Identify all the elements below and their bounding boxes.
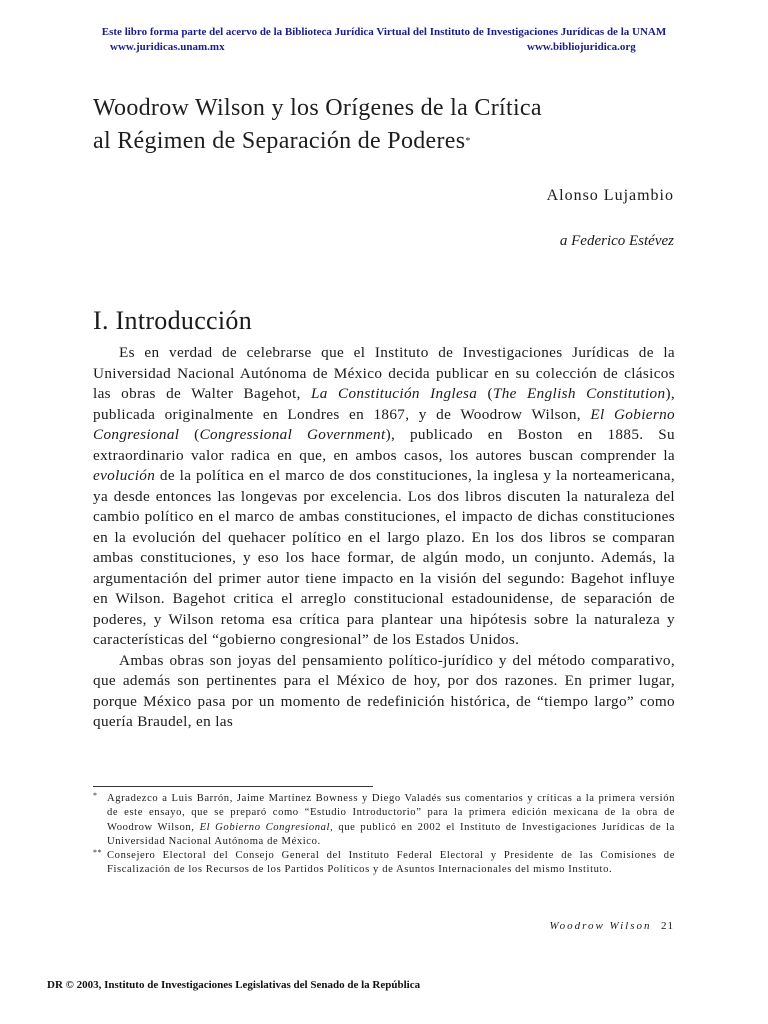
running-footer-title: Woodrow Wilson bbox=[549, 920, 652, 932]
body-paragraph-1: Es en verdad de celebrarse que el Instituto de Investigaciones Jurídicas de la Universidad Nacional Autónoma de México decida publicar en su colección de clásicos las obras de Walter Bagehot, La Constitución Inglesa (The English Constitution), publicada originalmente en Londres en 1867, y de Woodrow Wilson, El Gobierno Congresional (Congressional Government), publicado en Boston en 1885. Su extraordinario valor radica en que, en ambos casos, los autores buscan comprender la evolución de la política en el marco de dos constituciones, la inglesa y la norteamericana, ya desde entonces las longevas por excelencia. Los dos libros discuten la naturaleza del cambio político en el marco de ambas constituciones, el impacto de dichas constituciones en la evolución del quehacer político en el largo plazo. En los dos libros se comparan ambas constituciones, y eso los hace formar, de algún modo, un conjunto. Además, la argumentación del primer autor tiene impacto en la visión del segundo: Bagehot influye en Wilson. Bagehot critica el arreglo constitucional estadounidense, de separación de poderes, y Wilson retoma esa crítica para plantear una hipótesis sobre la naturaleza y características del “gobierno congresional” de los Estados Unidos. bbox=[93, 344, 676, 648]
footnote-1-text: Agradezco a Luis Barrón, Jaime Martínez Bowness y Diego Valadés sus comentarios y críticas a la primera versión de este ensayo, que se preparó como “Estudio Introductorio” para la primera edición mexicana de la obra de Woodrow Wilson, El Gobierno Congresional, que publicó en 2002 el Instituto de Investigaciones Jurídicas de la Universidad Nacional Autónoma de México. bbox=[107, 793, 675, 847]
paragraph-italic-title: Congressional Government bbox=[199, 426, 386, 443]
footnotes bbox=[93, 792, 675, 878]
article-title bbox=[93, 92, 693, 158]
section-heading: I. Introducción bbox=[93, 306, 253, 335]
footnote-2 bbox=[93, 849, 675, 878]
title-line-2 bbox=[93, 125, 693, 158]
title-footnote-mark: * bbox=[465, 136, 471, 147]
dedication: a Federico Estévez bbox=[559, 233, 674, 249]
footnote-italic-title: El Gobierno Congresional bbox=[199, 821, 331, 833]
paragraph-italic-title: La Constitución Inglesa bbox=[311, 385, 478, 402]
copyright-notice: DR © 2003, Instituto de Investigaciones Legislativas del Senado de la República bbox=[47, 979, 421, 991]
bibliojuridica-url-link[interactable]: www.bibliojuridica.org bbox=[527, 41, 636, 53]
footnote-2-mark: ** bbox=[93, 848, 103, 858]
library-banner: Este libro forma parte del acervo de la Biblioteca Jurídica Virtual del Instituto de Investigaciones Jurídicas de la UNAM bbox=[101, 26, 667, 38]
page-number: 21 bbox=[661, 920, 674, 932]
footnote-1 bbox=[93, 792, 675, 849]
paragraph-italic-title: El Gobierno Congresional bbox=[93, 405, 676, 443]
paragraph-italic-title: evolución bbox=[93, 467, 156, 484]
title-line-2-text: al Régimen de Separación de Poderes bbox=[93, 128, 466, 154]
author-name: Alonso Lujambio bbox=[546, 187, 674, 204]
body-text bbox=[93, 343, 675, 733]
footnote-1-mark: * bbox=[93, 791, 98, 800]
footnote-2-text: Consejero Electoral del Consejo General del Instituto Federal Electoral y Presidente de las Comisiones de Fiscalización de los Recursos de los Partidos Políticos y de Asuntos Internacionales del mismo Instituto. bbox=[107, 850, 675, 876]
body-paragraph-2: Ambas obras son joyas del pensamiento político-jurídico y del método comparativo, que además son pertinentes para el México de hoy, por dos razones. En primer lugar, porque México pasa por un momento de redefinición histórica, de “tiempo largo” como quería Braudel, en las bbox=[93, 651, 675, 730]
juridicas-url-link[interactable]: www.juridicas.unam.mx bbox=[110, 41, 225, 53]
title-line-1: Woodrow Wilson y los Orígenes de la Crítica bbox=[93, 95, 542, 121]
running-footer bbox=[549, 920, 674, 932]
footnote-rule bbox=[93, 786, 373, 787]
paragraph-italic-title: The English Constitution bbox=[492, 385, 666, 402]
